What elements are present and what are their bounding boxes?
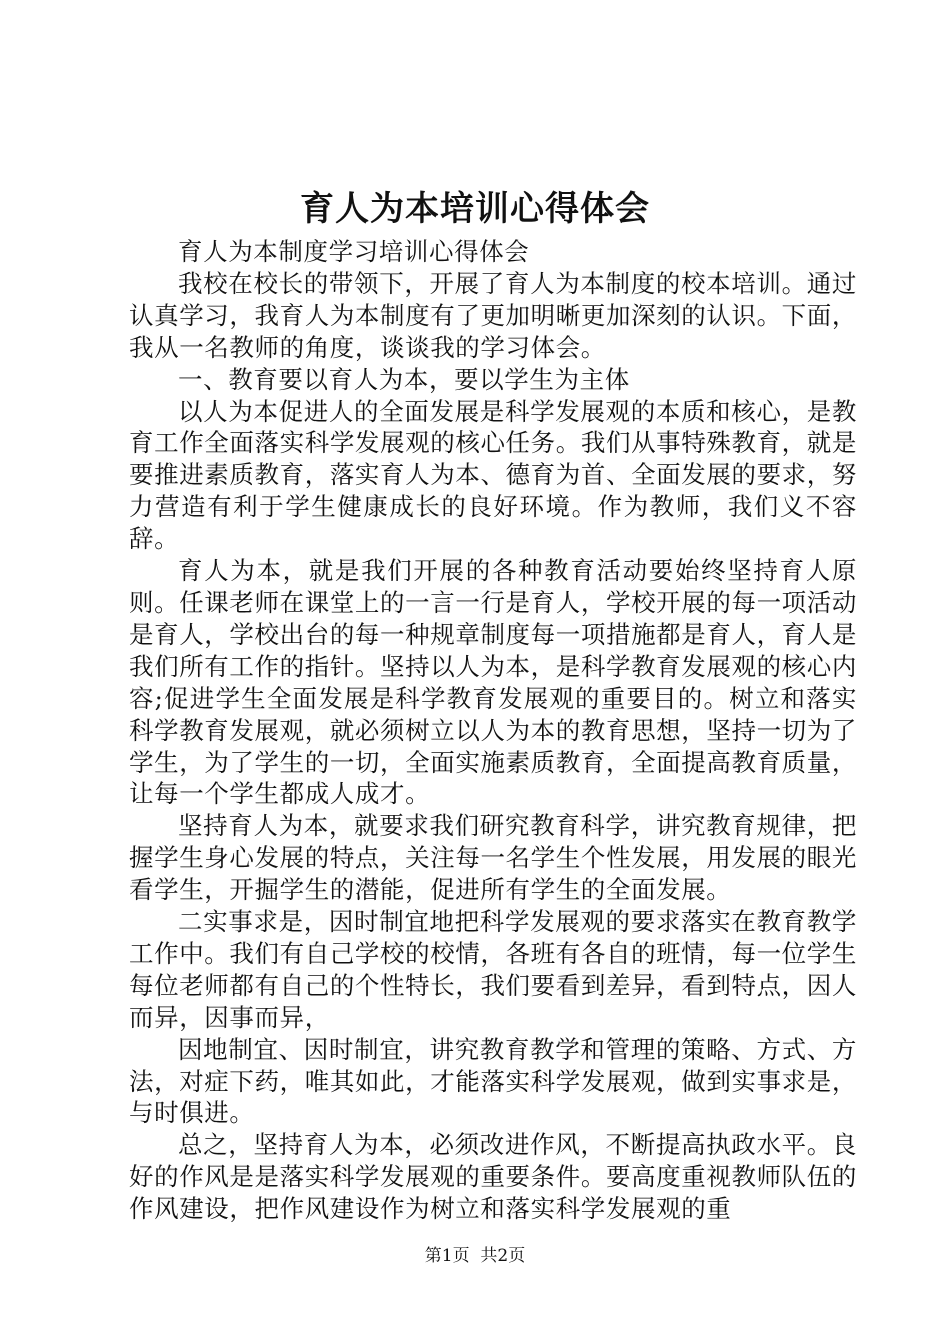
paragraph: 总之，坚持育人为本，必须改进作风，不断提高执政水平。良好的作风是是落实科学发展观的重要条件。要高度重视教师队伍的作风建设，把作风建设作为树立和落实科学发展观的重 (129, 1130, 857, 1224)
document-body (129, 236, 857, 1225)
page-number: 第1页 (424, 1246, 470, 1266)
section-heading-1: 一、教育要以育人为本，要以学生为主体 (178, 364, 630, 394)
paragraph-subtitle: 育人为本制度学习培训心得体会 (178, 237, 530, 266)
paragraph: 育人为本，就是我们开展的各种教育活动要始终坚持育人原则。任课老师在课堂上的一言一行是育人，学校开展的每一项活动是育人，学校出台的每一种规章制度每一项措施都是育人，育人是我们所有工作的指针。坚持以人为本，是科学教育发展观的核心内容;促进学生全面发展是科学教育发展观的重要目的。树立和落实科学教育发展观，就必须树立以人为本的教育思想，坚持一切为了学生，为了学生的一切，全面实施素质教育，全面提高教育质量，让每一个学生都成人成才。 (129, 556, 857, 809)
document-title: 育人为本培训心得体会 (300, 189, 650, 229)
paragraph: 以人为本促进人的全面发展是科学发展观的本质和核心，是教育工作全面落实科学发展观的核心任务。我们从事特殊教育，就是要推进素质教育，落实育人为本、德育为首、全面发展的要求，努力营造有利于学生健康成长的良好环境。作为教师，我们义不容辞。 (129, 396, 857, 554)
paragraph: 二实事求是，因时制宜地把科学发展观的要求落实在教育教学工作中。我们有自己学校的校情，各班有各自的班情，每一位学生每位老师都有自己的个性特长，我们要看到差异，看到特点，因人而异，因事而异， (129, 907, 857, 1032)
paragraph: 坚持育人为本，就要求我们研究教育科学，讲究教育规律，把握学生身心发展的特点，关注每一名学生个性发展，用发展的眼光看学生，开掘学生的潜能，促进所有学生的全面发展。 (129, 811, 857, 905)
paragraph-intro: 我校在校长的带领下，开展了育人为本制度的校本培训。通过认真学习，我育人为本制度有了更加明晰更加深刻的认识。下面，我从一名教师的角度，谈谈我的学习体会。 (129, 268, 857, 362)
page-footer (0, 1244, 950, 1268)
page-total: 共2页 (480, 1246, 526, 1266)
paragraph: 因地制宜、因时制宜，讲究教育教学和管理的策略、方式、方法，对症下药，唯其如此，才能落实科学发展观，做到实事求是，与时俱进。 (129, 1034, 857, 1128)
